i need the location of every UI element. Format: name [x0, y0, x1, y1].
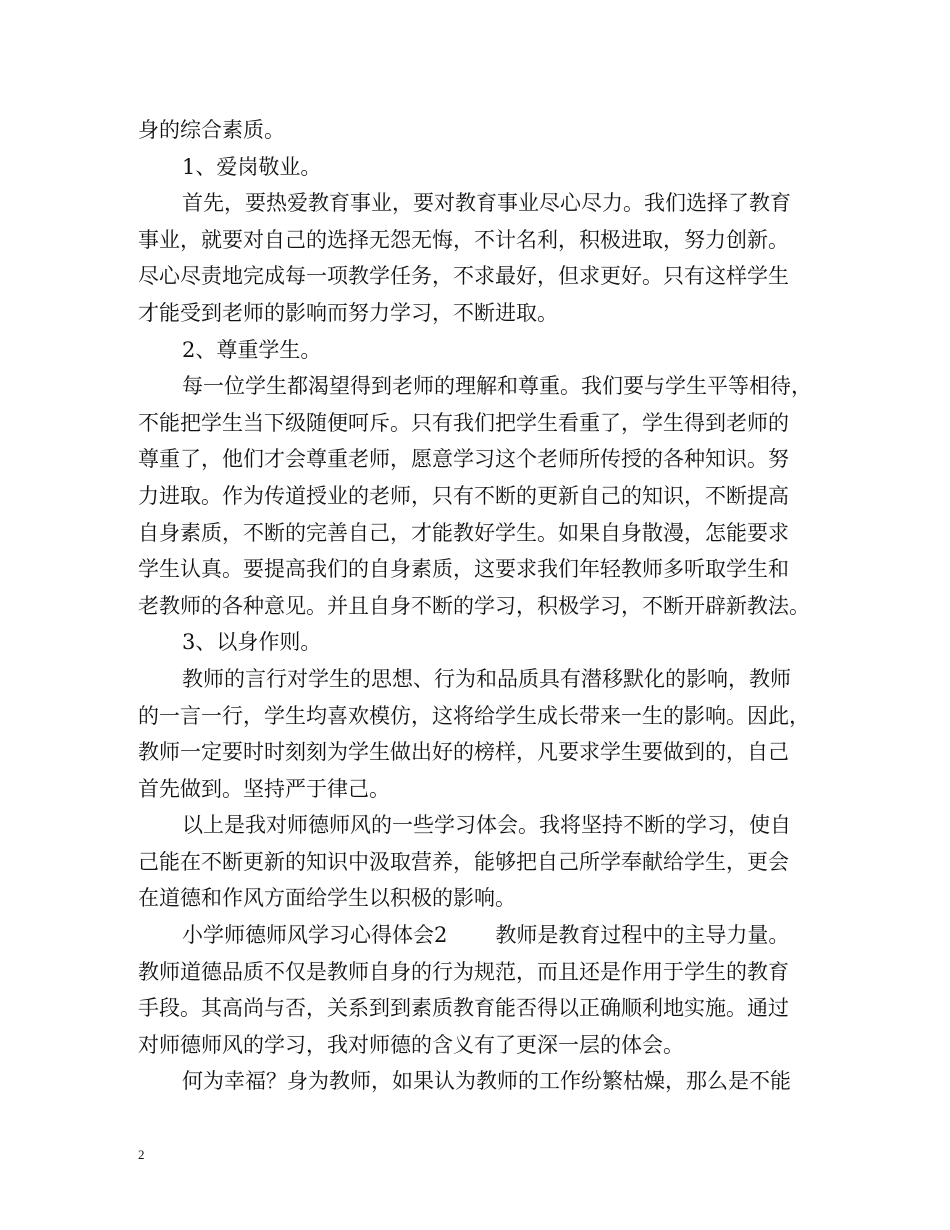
text-line: 己能在不断更新的知识中汲取营养，能够把自己所学奉献给学生，更会 — [138, 849, 789, 874]
paragraph-first-line: 何为幸福？身为教师，如果认为教师的工作纷繁枯燥，那么是不能 — [182, 1069, 791, 1094]
text-line: 的一言一行，学生均喜欢模仿，这将给学生成长带来一生的影响。因此， — [138, 703, 810, 728]
text-line: 尽心尽责地完成每一项教学任务，不求最好，但求更好。只有这样学生 — [138, 264, 789, 289]
article-opening-text: 教师是教育过程中的主导力量。 — [495, 923, 790, 948]
page-number: 2 — [138, 1147, 145, 1162]
paragraph-first-line: 教师的言行对学生的思想、行为和品质具有潜移默化的影响，教师 — [182, 666, 791, 691]
text-line: 力进取。作为传道授业的老师，只有不断的更新自己的知识，不断提高 — [138, 483, 789, 508]
text-line: 自身素质，不断的完善自己，才能教好学生。如果自身散漫，怎能要求 — [138, 520, 789, 545]
section-heading: 3、以身作则。 — [182, 630, 322, 655]
text-line: 手段。其高尚与否，关系到到素质教育能否得以正确顺利地实施。通过 — [138, 996, 789, 1021]
article-title: 小学师德师风学习心得体会2 — [182, 923, 448, 948]
paragraph-first-line: 以上是我对师德师风的一些学习体会。我将坚持不断的学习，使自 — [182, 813, 791, 838]
text-line: 对师德师风的学习，我对师德的含义有了更深一层的体会。 — [138, 1032, 684, 1057]
text-line: 才能受到老师的影响而努力学习，不断进取。 — [138, 300, 558, 325]
text-line: 教师一定要时时刻刻为学生做出好的榜样，凡要求学生要做到的，自己 — [138, 740, 789, 765]
text-line: 身的综合素质。 — [138, 118, 285, 142]
article-heading-line — [138, 917, 828, 954]
text-line: 首先做到。坚持严于律己。 — [138, 776, 390, 801]
section-heading: 2、尊重学生。 — [182, 337, 322, 362]
paragraph-first-line: 首先，要热爱教育事业，要对教育事业尽心尽力。我们选择了教育 — [182, 191, 791, 216]
text-line: 在道德和作风方面给学生以积极的影响。 — [138, 886, 516, 911]
text-line: 尊重了，他们才会尊重老师，愿意学习这个老师所传授的各种知识。努 — [138, 447, 789, 472]
text-line: 不能把学生当下级随便呵斥。只有我们把学生看重了，学生得到老师的 — [138, 410, 789, 435]
text-line: 学生认真。要提高我们的自身素质，这要求我们年轻教师多听取学生和 — [138, 557, 789, 582]
text-line: 教师道德品质不仅是教师自身的行为规范，而且还是作用于学生的教育 — [138, 959, 789, 984]
text-line: 老教师的各种意见。并且自身不断的学习，积极学习，不断开辟新教法。 — [138, 593, 810, 618]
text-line: 事业，就要对自己的选择无怨无悔，不计名利，积极进取，努力创新。 — [138, 227, 789, 252]
section-heading: 1、爱岗敬业。 — [182, 154, 322, 179]
paragraph-first-line: 每一位学生都渴望得到老师的理解和尊重。我们要与学生平等相待， — [182, 374, 812, 399]
body-text — [138, 112, 828, 1100]
